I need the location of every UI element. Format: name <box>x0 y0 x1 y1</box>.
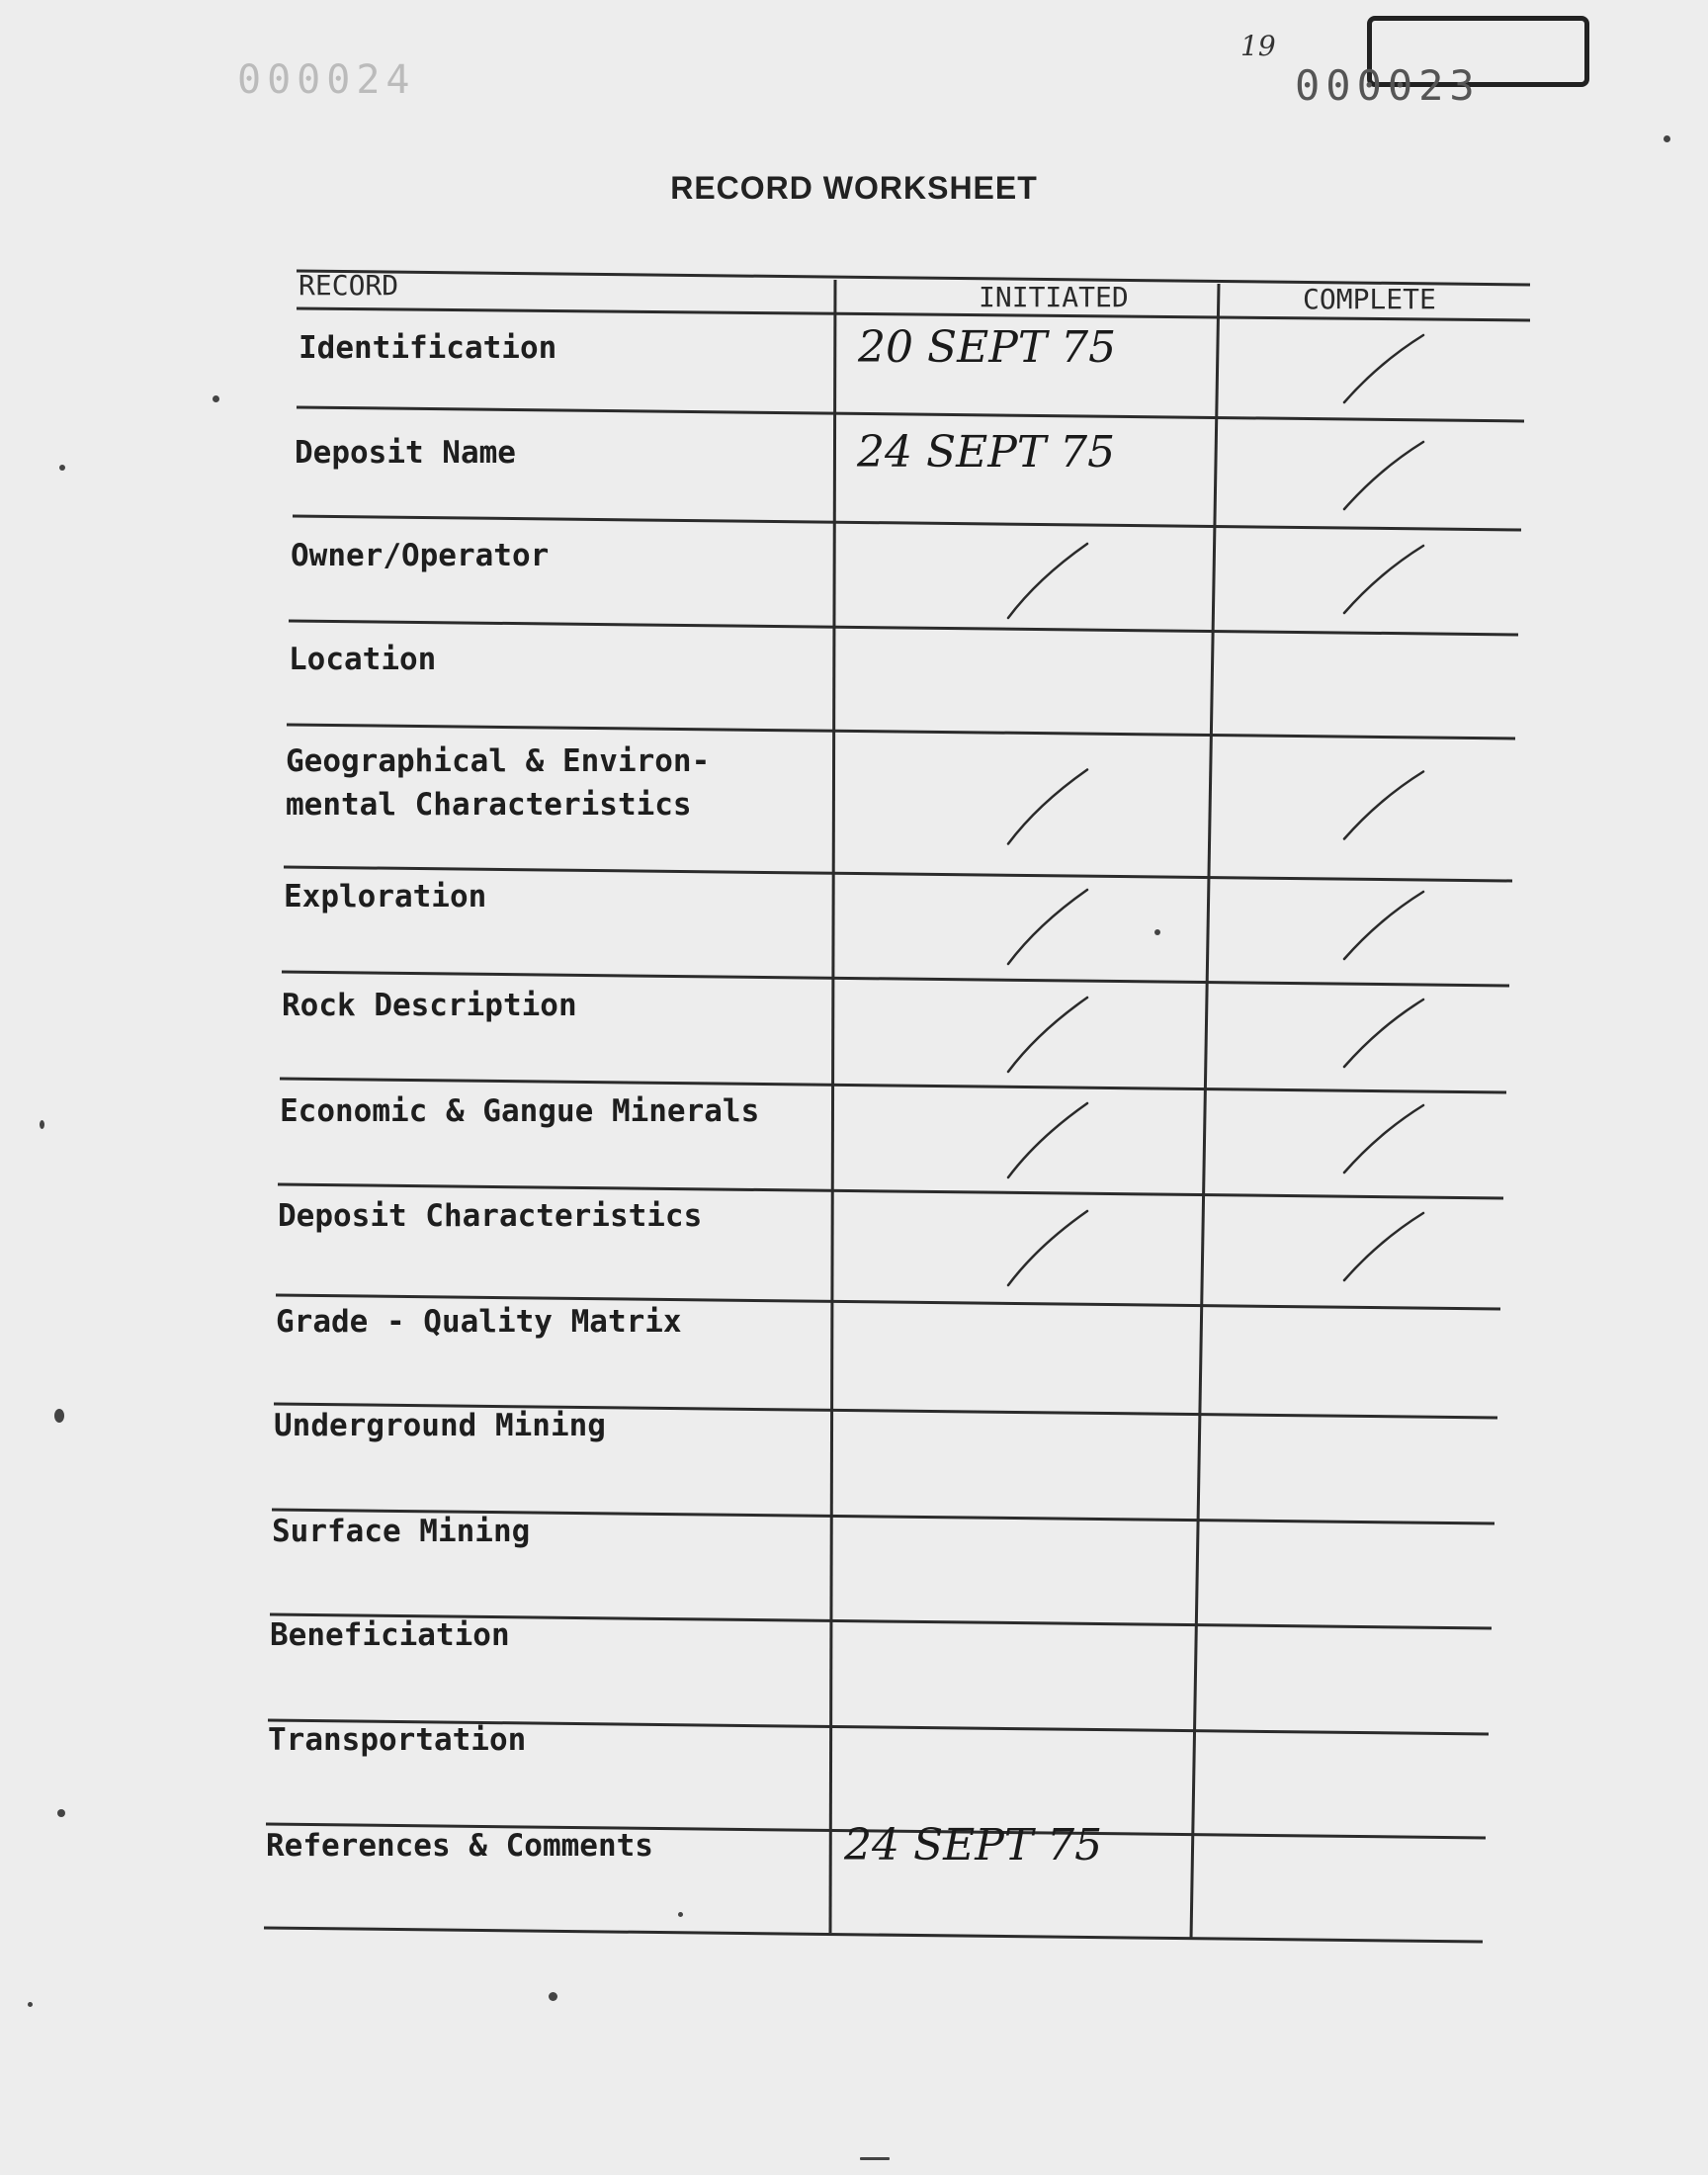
initiated-date: 20 SEPT 75 <box>858 322 1117 373</box>
row-label: Identification <box>299 330 557 366</box>
complete-check-mark <box>1344 442 1423 509</box>
column-header-record: RECORD <box>299 269 399 302</box>
complete-check-mark <box>1344 1213 1423 1280</box>
complete-check-mark <box>1344 335 1423 402</box>
complete-check-mark <box>1344 892 1423 959</box>
row-label: Deposit Characteristics <box>278 1198 703 1234</box>
row-label: Transportation <box>268 1722 527 1758</box>
row-label: Exploration <box>284 879 487 914</box>
row-label: Economic & Gangue Minerals <box>280 1093 760 1129</box>
complete-check-mark <box>1344 546 1423 613</box>
initiated-check-mark <box>1008 890 1087 964</box>
faint-document-number: 000024 <box>237 57 416 103</box>
initiated-check-mark <box>1008 1103 1087 1177</box>
complete-check-mark <box>1344 1000 1423 1067</box>
initiated-check-mark <box>1008 1211 1087 1285</box>
row-divider <box>289 621 1518 635</box>
row-label: Rock Description <box>282 988 577 1023</box>
page-title: RECORD WORKSHEET <box>670 170 1038 206</box>
row-divider <box>293 516 1521 530</box>
complete-check-mark <box>1344 1105 1423 1173</box>
initiated-date: 24 SEPT 75 <box>844 1820 1103 1870</box>
initiated-check-mark <box>1008 544 1087 618</box>
initiated-check-mark <box>1008 998 1087 1072</box>
row-label: Location <box>289 642 437 677</box>
row-label: Geographical & Environ- mental Characteristics <box>286 743 711 823</box>
row-label: Grade - Quality Matrix <box>276 1304 682 1340</box>
row-label: Beneficiation <box>270 1617 510 1653</box>
column-header-complete: COMPLETE <box>1303 283 1436 315</box>
document-number: 000023 <box>1295 61 1481 110</box>
row-label: Surface Mining <box>272 1514 531 1549</box>
row-divider <box>287 725 1515 739</box>
row-label: Underground Mining <box>274 1408 606 1443</box>
complete-check-mark <box>1344 772 1423 839</box>
column-header-initiated: INITIATED <box>979 281 1129 313</box>
row-label: Owner/Operator <box>291 538 550 573</box>
row-divider <box>297 407 1524 421</box>
row-label: Deposit Name <box>295 435 516 471</box>
initiated-date: 24 SEPT 75 <box>857 427 1116 478</box>
initiated-check-mark <box>1008 770 1087 844</box>
row-label: References & Comments <box>266 1828 653 1864</box>
page-number: 19 <box>1240 30 1276 62</box>
row-divider <box>264 1928 1483 1942</box>
